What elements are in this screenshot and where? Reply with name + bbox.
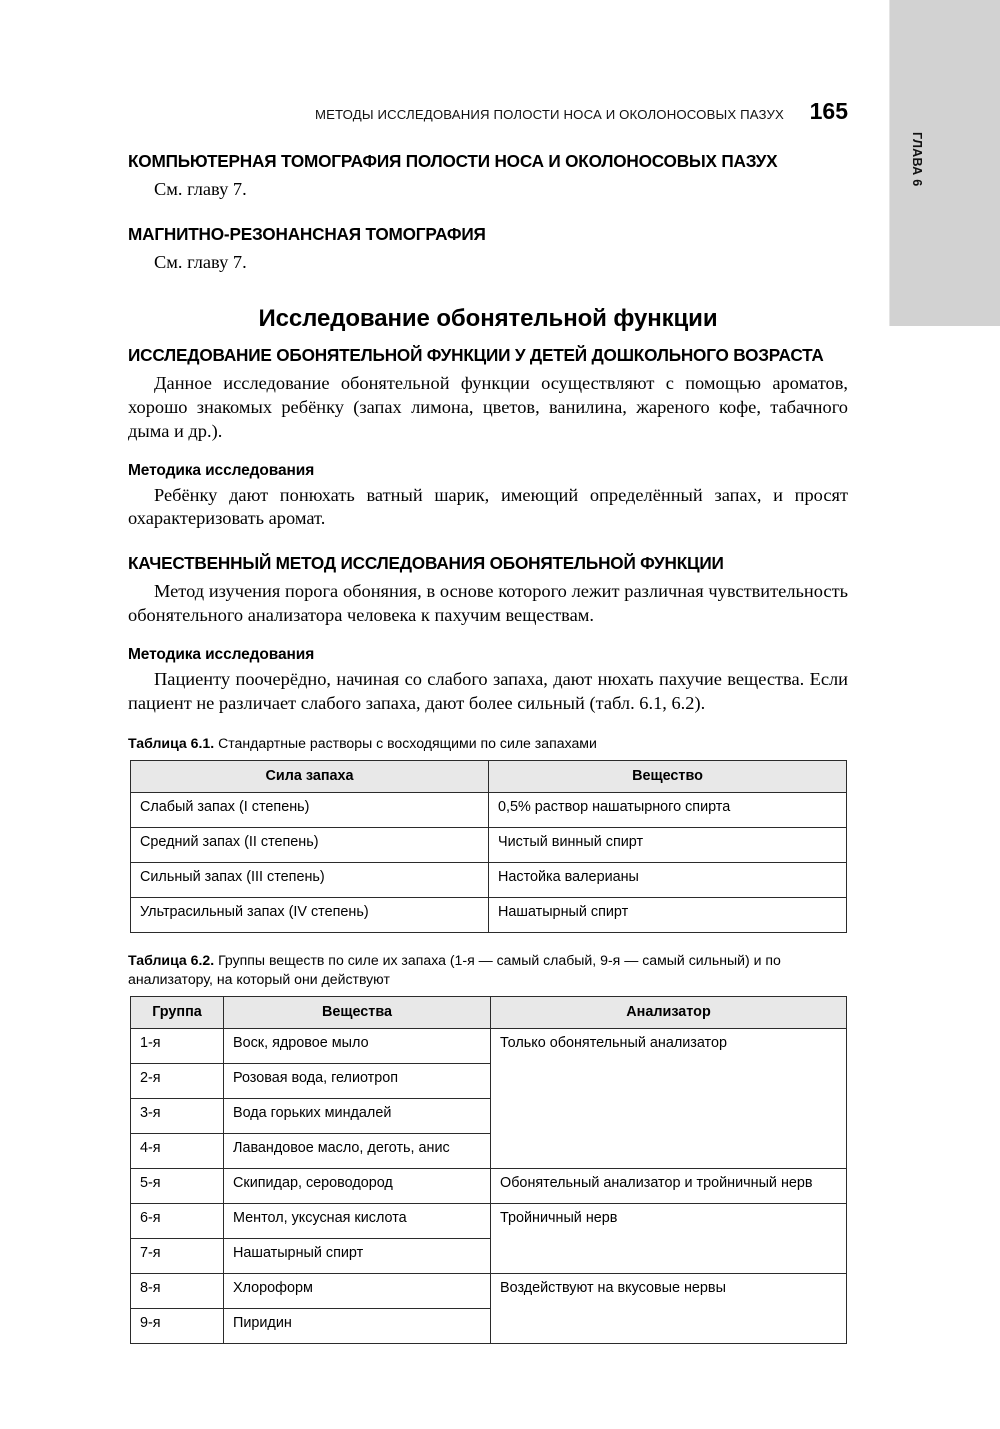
table-row <box>131 863 847 898</box>
cell-strength: Слабый запах (I степень) <box>131 793 489 828</box>
cell-analyzer: Воздействуют на вкусовые нервы <box>491 1274 847 1344</box>
cell-group: 1-я <box>131 1029 224 1064</box>
table-caption-6-2-text: Группы веществ по силе их запаха (1-я — самый слабый, 9-я — самый сильный) и по анализатору, на который они действуют <box>128 952 781 988</box>
cell-substances: Нашатырный спирт <box>224 1239 491 1274</box>
table-6-2-header-analyzer: Анализатор <box>491 996 847 1028</box>
table-6-1-block <box>128 760 848 933</box>
table-caption-6-2-label: Таблица 6.2. <box>128 952 215 969</box>
cell-analyzer: Тройничный нерв <box>491 1204 847 1274</box>
cell-substances: Хлороформ <box>224 1274 491 1309</box>
heading-methodology-2: Методика исследования <box>128 646 315 664</box>
table-6-2 <box>130 996 847 1344</box>
paragraph-methodology-1: Ребёнку дают понюхать ватный шарик, имеющий определённый запах, и просят охарактеризовать аромат. <box>128 484 848 529</box>
cell-substances: Вода горьких миндалей <box>224 1099 491 1134</box>
cell-group: 3-я <box>131 1099 224 1134</box>
page-number: 165 <box>809 98 848 124</box>
cell-strength: Ультрасильный запах (IV степень) <box>131 898 489 933</box>
cell-group: 2-я <box>131 1064 224 1099</box>
table-6-1-header-strength: Сила запаха <box>131 760 489 792</box>
table-caption-6-2 <box>128 951 848 989</box>
cell-substances: Ментол, уксусная кислота <box>224 1204 491 1239</box>
table-header-row <box>131 760 847 792</box>
table-row <box>131 1274 847 1309</box>
table-6-2-body <box>131 1029 847 1344</box>
cell-strength: Средний запах (II степень) <box>131 828 489 863</box>
cell-substance: Чистый винный спирт <box>489 828 847 863</box>
table-row <box>131 793 847 828</box>
page-content <box>128 98 848 1344</box>
cell-analyzer: Только обонятельный анализатор <box>491 1029 847 1169</box>
paragraph-qualitative-description: Метод изучения порога обоняния, в основе которого лежит различная чувствительность обонятельного анализатора человека к пахучим веществам. <box>128 581 848 626</box>
chapter-tab <box>889 0 1000 326</box>
cell-substances: Розовая вода, гелиотроп <box>224 1064 491 1099</box>
cell-substance: Настойка валерианы <box>489 863 847 898</box>
cell-group: 5-я <box>131 1169 224 1204</box>
heading-methodology-1: Методика исследования <box>128 461 315 479</box>
table-caption-6-1 <box>128 734 848 753</box>
table-caption-6-1-text: Стандартные растворы с восходящими по силе запахами <box>214 735 597 752</box>
running-head-title: МЕТОДЫ ИССЛЕДОВАНИЯ ПОЛОСТИ НОСА И ОКОЛОНОСОВЫХ ПАЗУХ <box>314 107 784 122</box>
cell-substances: Скипидар, сероводород <box>224 1169 491 1204</box>
heading-preschool-children: ИССЛЕДОВАНИЕ ОБОНЯТЕЛЬНОЙ ФУНКЦИИ У ДЕТЕЙ ДОШКОЛЬНОГО ВОЗРАСТА <box>128 344 824 365</box>
cell-group: 6-я <box>131 1204 224 1239</box>
table-row <box>131 1169 847 1204</box>
table-caption-6-1-label: Таблица 6.1. <box>128 735 215 752</box>
cell-substances: Воск, ядровое мыло <box>224 1029 491 1064</box>
cell-group: 9-я <box>131 1309 224 1344</box>
table-row <box>131 1204 847 1239</box>
cell-analyzer: Обонятельный анализатор и тройничный нерв <box>491 1169 847 1204</box>
cell-strength: Сильный запах (III степень) <box>131 863 489 898</box>
cell-group: 8-я <box>131 1274 224 1309</box>
heading-mri: МАГНИТНО-РЕЗОНАНСНАЯ ТОМОГРАФИЯ <box>128 223 486 244</box>
cell-substance: Нашатырный спирт <box>489 898 847 933</box>
section-title-olfactory-study: Исследование обонятельной функции <box>258 304 718 332</box>
paragraph-mri-reference: См. главу 7. <box>154 251 247 272</box>
paragraph-methodology-2: Пациенту поочерёдно, начиная со слабого запаха, дают нюхать пахучие вещества. Если пациент не различает слабого запаха, дают более сильный (табл. 6.1, 6.2). <box>128 669 848 714</box>
table-6-1-body <box>131 793 847 933</box>
paragraph-ct-reference: См. главу 7. <box>154 178 247 199</box>
cell-group: 7-я <box>131 1239 224 1274</box>
heading-qualitative-method: КАЧЕСТВЕННЫЙ МЕТОД ИССЛЕДОВАНИЯ ОБОНЯТЕЛЬНОЙ ФУНКЦИИ <box>128 553 724 574</box>
table-6-2-block <box>128 996 848 1344</box>
cell-substances: Пиридин <box>224 1309 491 1344</box>
cell-substances: Лавандовое масло, деготь, анис <box>224 1134 491 1169</box>
table-row <box>131 828 847 863</box>
heading-ct-tomography: КОМПЬЮТЕРНАЯ ТОМОГРАФИЯ ПОЛОСТИ НОСА И ОКОЛОНОСОВЫХ ПАЗУХ <box>128 151 778 171</box>
paragraph-preschool-description: Данное исследование обонятельной функции осуществляют с помощью ароматов, хорошо знакомых ребёнку (запах лимона, цветов, ванилина, жареного кофе, табачного дыма и др.). <box>128 372 848 441</box>
running-head <box>128 98 848 125</box>
table-header-row <box>131 996 847 1028</box>
chapter-tab-label: ГЛАВА 6 <box>910 132 924 187</box>
table-row <box>131 1029 847 1064</box>
cell-group: 4-я <box>131 1134 224 1169</box>
table-6-2-header-substances: Вещества <box>224 996 491 1028</box>
table-6-1 <box>130 760 847 933</box>
table-6-1-header-substance: Вещество <box>489 760 847 792</box>
table-row <box>131 898 847 933</box>
cell-substance: 0,5% раствор нашатырного спирта <box>489 793 847 828</box>
table-6-2-header-group: Группа <box>131 996 224 1028</box>
